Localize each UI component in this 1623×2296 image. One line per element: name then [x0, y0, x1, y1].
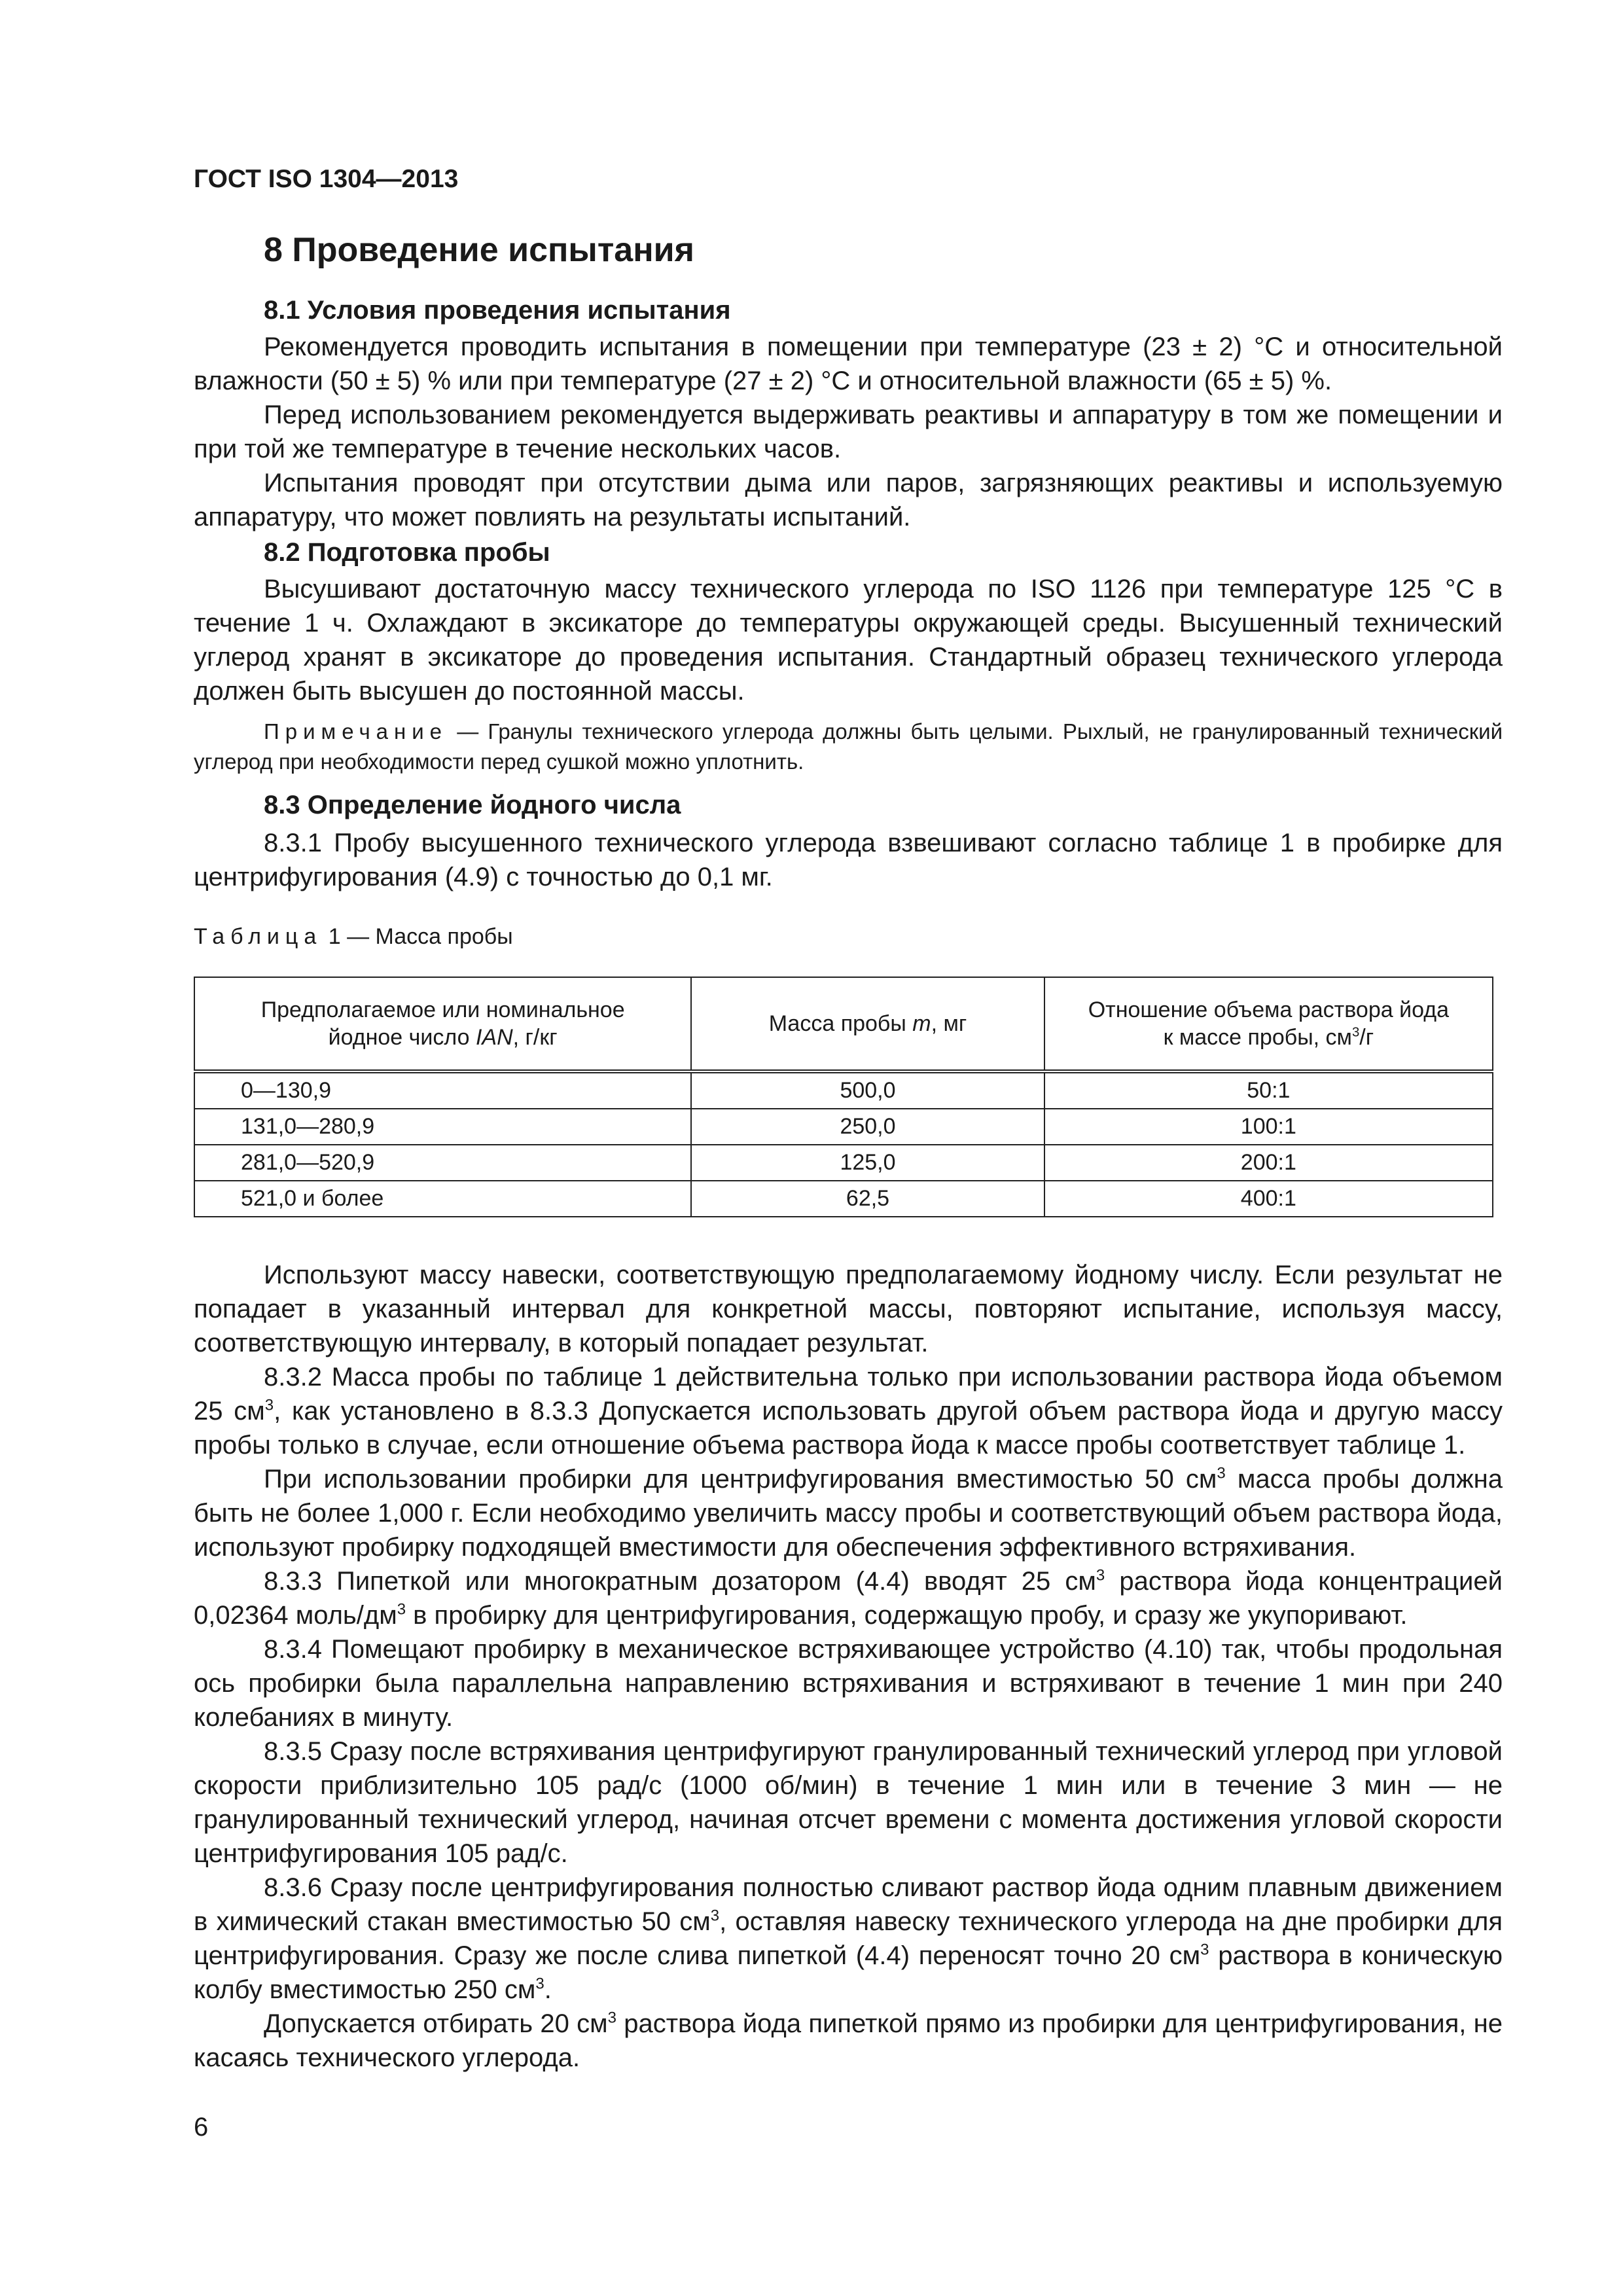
procedure-body — [194, 1258, 1503, 2075]
table-cell: 0—130,9 — [194, 1071, 691, 1109]
paragraph-8-3-5: 8.3.5 Сразу после встряхивания центрифугируют гранулированный технический углерод при угловой скорости приблизительно 105 рад/с (1000 об/мин) в течение 1 мин или в течение 3 мин — не гранулированный технический углерод, начиная отсчет времени с момента достижения угловой скорости центрифугирования 105 рад/с. — [194, 1737, 1503, 1868]
table-row — [194, 1145, 1493, 1181]
table-header-iodine-number: Предполагаемое или номинальное йодное число IAN, г/кг — [194, 977, 691, 1071]
subsection-8-3-body — [194, 826, 1503, 894]
page-number: 6 — [194, 2113, 209, 2142]
paragraph: Перед использованием рекомендуется выдерживать реактивы и аппаратуру в том же помещении и при той же температуре в течение нескольких часов. — [194, 401, 1503, 463]
subsection-8-2-body — [194, 572, 1503, 708]
paragraph-8-3-3: 8.3.3 Пипеткой или многократным дозатором (4.4) вводят 25 $см^3$ раствора йода концентрацией 0,02364 моль/$дм^3$ в пробирку для центрифугирования, содержащую пробу, и сразу же укупоривают. — [194, 1566, 1503, 1630]
note-text: — Гранулы технического углерода должны быть целыми. Рыхлый, не гранулированный технический углерод при необходимости перед сушкой можно уплотнить. — [194, 719, 1503, 774]
table-header-row — [194, 977, 1493, 1071]
table-row — [194, 1109, 1493, 1145]
table-cell: 521,0 и более — [194, 1181, 691, 1217]
paragraph: Допускается отбирать 20 $см^3$ раствора йода пипеткой прямо из пробирки для центрифугирования, не касаясь технического углерода. — [194, 2009, 1503, 2072]
table-cell: 62,5 — [691, 1181, 1044, 1217]
note — [194, 717, 1503, 777]
table-row — [194, 1071, 1493, 1109]
table-cell: 281,0—520,9 — [194, 1145, 691, 1181]
paragraph: 8.3.1 Пробу высушенного технического углерода взвешивают согласно таблице 1 в пробирке для центрифугирования (4.9) с точностью до 0,1 мг. — [194, 829, 1503, 891]
subsection-8-3-title: 8.3 Определение йодного числа — [264, 791, 681, 819]
table-cell: 400:1 — [1044, 1181, 1493, 1217]
table-row — [194, 1181, 1493, 1217]
table-header-volume-ratio: Отношение объема раствора йода к массе пробы, $см^3/г$ — [1044, 977, 1493, 1071]
paragraph-8-3-6: 8.3.6 Сразу после центрифугирования полностью сливают раствор йода одним плавным движением в химический стакан вместимостью 50 $см^3$, оставляя навеску технического углерода на дне пробирки для центрифугирования. Сразу же после слива пипеткой (4.4) переносят точно 20 $см^3$ раствора в коническую колбу вместимостью 250 $см^3$. — [194, 1873, 1503, 2004]
paragraph: Рекомендуется проводить испытания в помещении при температуре (23 ± 2) °C и относительной влажности (50 ± 5) % или при температуре (27 ± 2) °C и относительной влажности (65 ± 5) %. — [194, 332, 1503, 395]
subsection-8-2-title: 8.2 Подготовка пробы — [264, 538, 550, 567]
table-caption-label: Таблица — [194, 924, 323, 949]
paragraph: Высушивают достаточную массу технического углерода по ISO 1126 при температуре 125 °C в течение 1 ч. Охлаждают в эксикаторе до температуры окружающей среды. Высушенный технический углерод хранят в эксикаторе до проведения испытания. Стандартный образец технического углерода должен быть высушен до постоянной массы. — [194, 575, 1503, 706]
paragraph: Используют массу навески, соответствующую предполагаемому йодному числу. Если результат не попадает в указанный интервал для конкретной массы, повторяют испытание, используя массу, соответствующую интервалу, в который попадает результат. — [194, 1261, 1503, 1357]
table-caption — [194, 924, 513, 950]
table-cell: 100:1 — [1044, 1109, 1493, 1145]
paragraph-8-3-4: 8.3.4 Помещают пробирку в механическое встряхивающее устройство (4.10) так, чтобы продольная ось пробирки была параллельна направлению встряхивания и встряхивают в течение 1 мин при 240 колебаниях в минуту. — [194, 1635, 1503, 1732]
document-header: ГОСТ ISO 1304—2013 — [194, 165, 459, 193]
table-cell: 125,0 — [691, 1145, 1044, 1181]
paragraph-8-3-2: 8.3.2 Масса пробы по таблице 1 действительна только при использовании раствора йода объемом 25 $см^3$, как установлено в 8.3.3 Допускается использовать другой объем раствора йода и другую массу пробы только в случае, если отношение объема раствора йода к массе пробы соответствует таблице 1. — [194, 1363, 1503, 1460]
paragraph: При использовании пробирки для центрифугирования вместимостью 50 $см^3$ масса пробы должна быть не более 1,000 г. Если необходимо увеличить массу пробы и соответствующий объем раствора йода, используют пробирку подходящей вместимости для обеспечения эффективного встряхивания. — [194, 1464, 1503, 1562]
paragraph: Испытания проводят при отсутствии дыма или паров, загрязняющих реактивы и используемую аппаратуру, что может повлиять на результаты испытаний. — [194, 469, 1503, 531]
table-cell: 200:1 — [1044, 1145, 1493, 1181]
note-label: Примечание — [264, 719, 448, 744]
table-cell: 50:1 — [1044, 1071, 1493, 1109]
subsection-8-1-title: 8.1 Условия проведения испытания — [264, 296, 731, 325]
table-caption-text: 1 — Масса пробы — [322, 924, 513, 949]
table-header-sample-mass: Масса пробы m, мг — [691, 977, 1044, 1071]
sample-mass-table — [194, 977, 1493, 1217]
table-cell: 500,0 — [691, 1071, 1044, 1109]
table-cell: 250,0 — [691, 1109, 1044, 1145]
table-cell: 131,0—280,9 — [194, 1109, 691, 1145]
section-title: 8 Проведение испытания — [264, 231, 694, 269]
subsection-8-1-body — [194, 330, 1503, 534]
